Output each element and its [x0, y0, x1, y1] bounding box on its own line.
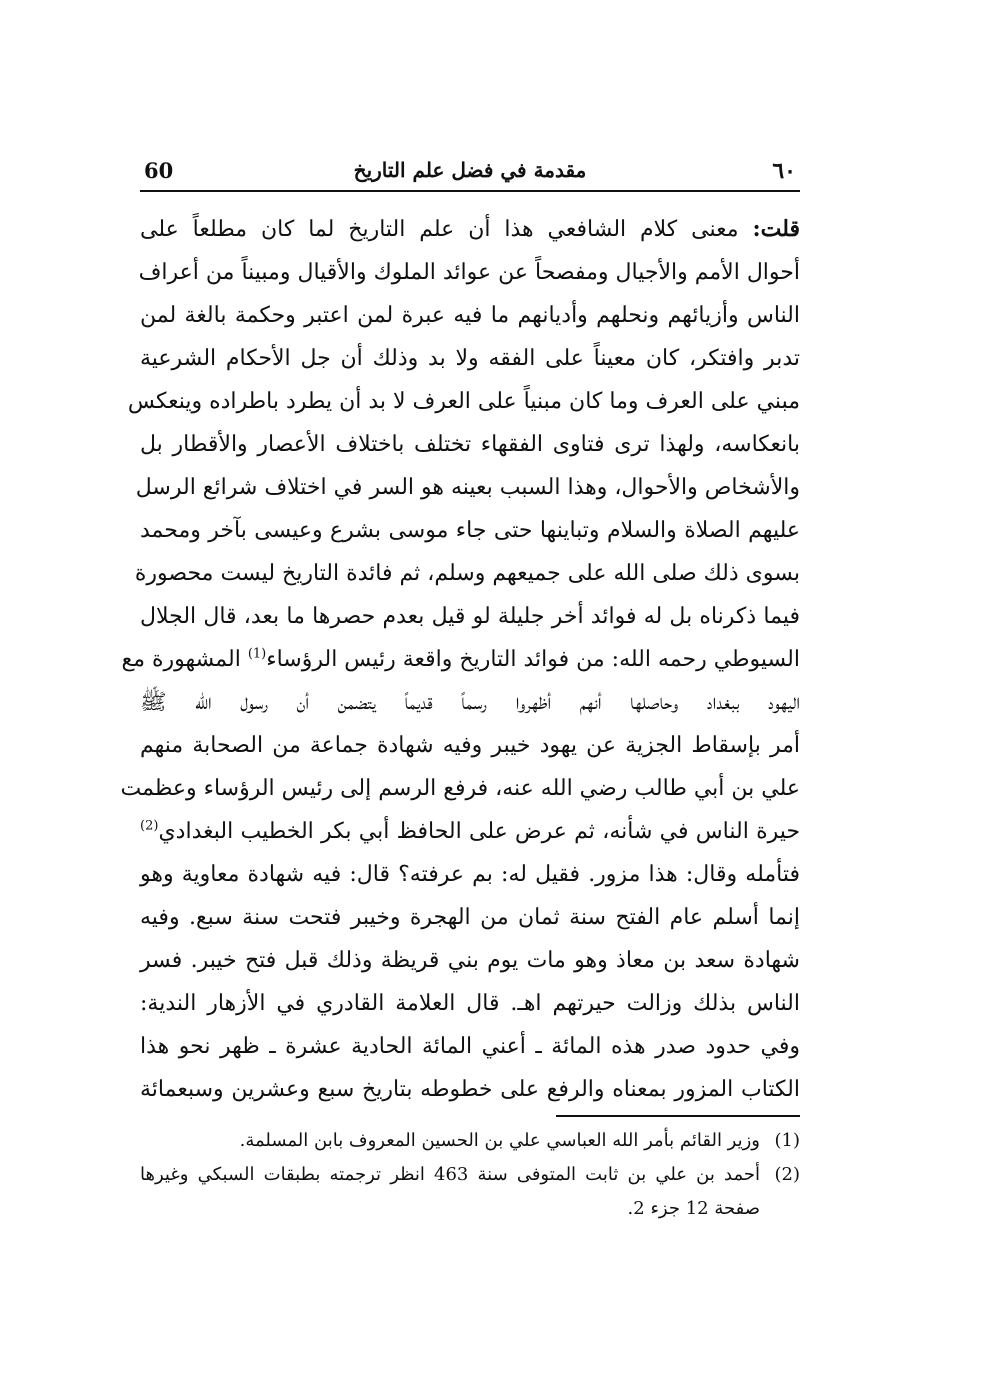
footnote-line: صفحة 12 جزء 2. [627, 1198, 760, 1219]
footnote-number: (2) [774, 1164, 800, 1185]
text-line: تدبر وافتكر، كان معيناً على الفقه ولا بد وذلك أن جل الأحكام الشرعية [140, 346, 800, 371]
text-line: الناس بذلك وزالت حيرتهم اهـ. قال العلامة القادري في الأزهار الندية: [140, 991, 800, 1016]
footnote-text [140, 1158, 760, 1226]
text-line: بسوى ذلك صلى الله على جميعهم وسلم، ثم فائدة التاريخ ليست محصورة [134, 561, 800, 586]
footnote-text [140, 1124, 760, 1158]
running-title: مقدمة في فضل علم التاريخ [353, 158, 587, 182]
footnote-line: أحمد بن علي بن ثابت المتوفى سنة 463 انظر ترجمته بطبقات السبكي وغيرها [140, 1164, 760, 1185]
footnote-reference-2[interactable]: (2) [140, 818, 159, 834]
footnote-2 [140, 1158, 800, 1226]
text-line: وفي حدود صدر هذه المائة ـ أعني المائة الحادية عشرة ـ ظهر نحو هذا [140, 1034, 800, 1059]
text-line [140, 208, 800, 251]
text-line: علي بن أبي طالب رضي الله عنه، فرفع الرسم إلى رئيس الرؤساء وعظمت [120, 776, 800, 801]
footnote-number: (1) [774, 1130, 800, 1151]
text-line [140, 810, 800, 853]
text-line: بانعكاسه، ولهذا ترى فتاوى الفقهاء تختلف باختلاف الأعصار والأقطار بل [140, 432, 800, 457]
text-line: والأشخاص والأحوال، وهذا السبب بعينه هو السر في اختلاف شرائع الرسل [135, 475, 800, 500]
text-line: الكتاب المزور بمعناه والرفع على خطوطه بتاريخ سبع وعشرين وسبعمائة [140, 1077, 800, 1102]
page-number-arabic: ٦٠ [772, 158, 796, 184]
text-line: اليهود ببغداد وحاصلها أنهم أظهروا رسماً قديماً يتضمن أن رسول الله ﷺ [140, 690, 800, 715]
text-line: فيما ذكرناه بل له فوائد أخر جليلة لو قيل بعدم حصرها ما بعد، قال الجلال [140, 604, 800, 629]
text-line: شهادة سعد بن معاذ وهو مات يوم بني قريظة وذلك قبل فتح خيبر. فسر [140, 948, 800, 973]
page-header [140, 158, 800, 192]
text-line: الناس وأزيائهم ونحلهم وأديانهم ما فيه عبرة لمن اعتبر وحكمة بالغة لمن [140, 303, 800, 328]
text-line [121, 638, 800, 681]
page-number-latin: 60 [144, 158, 174, 183]
footnote-reference-1[interactable]: (1) [247, 646, 267, 662]
text-line: إنما أسلم عام الفتح سنة ثمان من الهجرة وخيبر فتحت سنة سبع. وفيه [140, 905, 800, 930]
text-line: أمر بإسقاط الجزية عن يهود خيبر وفيه شهادة جماعة من الصحابة منهم [140, 733, 800, 758]
text-line: أحوال الأمم والأجيال ومفصحاً عن عوائد الملوك والأقيال ومبيناً من أعراف [138, 260, 800, 285]
text-line: عليهم الصلاة والسلام وتباينها حتى جاء موسى بشرع وعيسى بآخر ومحمد [140, 518, 800, 543]
footnote-line: وزير القائم بأمر الله العباسي علي بن الحسين المعروف بابن المسلمة. [239, 1130, 760, 1151]
footnote-separator [556, 1115, 800, 1117]
text-line: فتأمله وقال: هذا مزور. فقيل له: بم عرفته؟ قال: فيه شهادة معاوية وهو [140, 862, 800, 887]
text-segment: السيوطي رحمه الله: من فوائد التاريخ واقعة رئيس الرؤساء [266, 647, 800, 672]
opening-word: قلت: [752, 216, 800, 242]
body-text [120, 208, 800, 1111]
footnotes [140, 1124, 800, 1226]
text-segment: المشهورة مع [121, 647, 248, 672]
text-segment: حيرة الناس في شأنه، ثم عرض على الحافظ أبي بكر الخطيب البغدادي [158, 819, 800, 844]
text-line: مبني على العرف وما كان مبنياً على العرف لا بد أن يطرد باطراده وينعكس [127, 389, 800, 414]
text-segment: معنى كلام الشافعي هذا أن علم التاريخ لما كان مطلعاً على [140, 217, 753, 242]
footnote-1 [140, 1124, 800, 1158]
